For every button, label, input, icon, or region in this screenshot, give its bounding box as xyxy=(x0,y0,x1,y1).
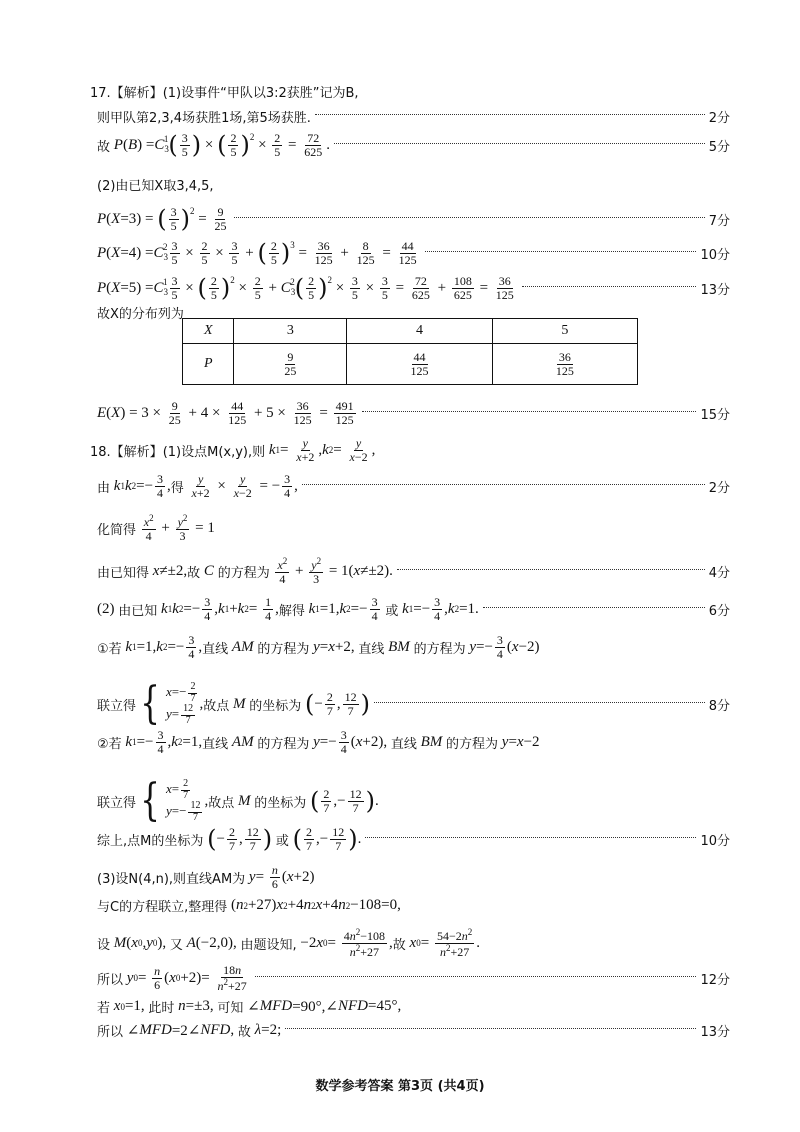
page-footer: 数学参考答案 第3页 (共4页) xyxy=(315,1079,485,1094)
union2-system: { x= $\frac{2}{7}$ y=− $\frac{12}{7}$ , 故点 M 的坐标为 ( $\frac{2}{7}$ ,− $\frac{12}{7}$ ) . xyxy=(140,775,379,826)
combine-text: 与C的方程联立,整理得 xyxy=(97,900,228,915)
angle-statement: 若 x 0 =1, 此时 n =±3, 可知 ∠ MFD =90°,∠ NFD =45°, xyxy=(97,998,402,1016)
union1-system: { x=− $\frac{2}{7}$ y= $\frac{12}{7}$ , 故点 M 的坐标为 ( − $\frac{2}{7}$ , $\frac{12}{7}$ ) xyxy=(140,678,370,729)
score-13: 13分 xyxy=(700,282,730,298)
dot-leader xyxy=(334,143,705,144)
score-7: 7分 xyxy=(708,213,730,229)
q17-line-2 xyxy=(97,107,730,126)
dot-leader xyxy=(302,484,705,485)
table-cell: $\frac{44}{125}$ xyxy=(347,344,492,385)
distribution-table xyxy=(182,318,638,385)
q18-combine xyxy=(97,896,730,915)
dist-text: 故X的分布列为 xyxy=(97,307,184,322)
q18-y0 xyxy=(97,964,730,992)
q17-px3 xyxy=(97,206,730,232)
q17-line2-text: 则甲队第2,3,4场获胜1场,第5场获胜. xyxy=(97,111,311,126)
case1-label: ①若 xyxy=(97,641,122,657)
curve-c-eq: 由已知得 x ≠±2, 故 C 的方程为 $\frac{x^2}{4}$ + $\frac{y^2}{3}$ = 1( x ≠±2). xyxy=(97,556,393,586)
dot-leader xyxy=(425,251,697,252)
expectation-formula: E ( X ) = 3 × $\frac{9}{25}$ + 4 × $\frac{44}{125}$ + 5 × $\frac{36}{125}$ = $\frac{491}{125}$ xyxy=(97,399,354,427)
q18-angle xyxy=(97,997,730,1016)
slope-defs: k 1 = $\frac{y}{x+2}$ , k 2 = $\frac{y}{x-2}$ , xyxy=(268,436,376,464)
q17-part1-lead: (1)设事件“甲队以3:2获胜”记为B, xyxy=(162,86,359,101)
q17-px4 xyxy=(97,240,730,266)
table-header-cell: 4 xyxy=(347,319,492,344)
score-4: 4分 xyxy=(708,565,730,581)
q17-line-3 xyxy=(97,132,730,158)
q18-case1 xyxy=(97,634,730,660)
score-2: 2分 xyxy=(708,111,730,126)
q18-part1-lead: (1)设点M(x,y),则 xyxy=(162,444,266,460)
q18-union-2 xyxy=(97,775,730,826)
case2-label: ②若 xyxy=(97,736,122,752)
q17-part2-lead: (2)由已知X取3,4,5, xyxy=(97,179,214,194)
score-15: 15分 xyxy=(700,407,730,423)
px3-formula: P ( X =3) = ( $\frac{3}{5}$ ) $^2$ = $\frac{9}{25}$ xyxy=(97,205,227,234)
q18-line-3 xyxy=(97,514,730,542)
case2-lines: k 1 =− $\frac{3}{4}$ , k 2 =1, 直线 AM 的方程为 y =− $\frac{3}{4}$ ( x +2), 直线 BM 的方程为 y = x −2 xyxy=(125,728,540,756)
score-10: 10分 xyxy=(700,833,730,849)
slope-product: 由 k 1 k 2 =− $\frac{3}{4}$ , 得 $\frac{y}{x+2}$ × $\frac{y}{x-2}$ = − $\frac{3}{4}$ , xyxy=(97,472,298,500)
q18-line-5 xyxy=(97,596,730,622)
dot-leader xyxy=(234,217,704,218)
x0-formula: 设 M ( x 0 , y 0 ), 又 A (−2,0), 由题设知, −2 x 0 = $\frac{4n^2-108}{n^2+27}$ , 故 x 0 = $\frac{54-2n^2}{n^2+27}$ . xyxy=(97,927,480,959)
part3-lead: (3)设N(4,n),则直线AM为 xyxy=(97,871,246,887)
table-row xyxy=(183,319,638,344)
y0-formula: 所以 y 0 = $\frac{n}{6}$ ( x 0 +2)= $\frac{18n}{n^2+27}$ xyxy=(97,963,247,993)
dot-leader xyxy=(397,569,705,570)
case1-lines: k 1 =1, k 2 =− $\frac{3}{4}$ , 直线 AM 的方程为 y = x +2, 直线 BM 的方程为 y =− $\frac{3}{4}$ ( x −2) xyxy=(125,633,540,661)
score-10: 10分 xyxy=(700,247,730,263)
dot-leader xyxy=(374,702,705,703)
conclusion-statement: 所以 ∠ MFD =2∠ NFD , 故 λ =2; xyxy=(97,1022,282,1040)
table-cell: $\frac{36}{125}$ xyxy=(492,344,637,385)
table-row xyxy=(183,344,638,385)
dot-leader xyxy=(522,286,697,287)
slope-solve: (2) 由已知 k 1 k 2 =− $\frac{3}{4}$ , k 1 + k 2 = $\frac{1}{4}$ , 解得 k 1 =1, k 2 =− $\frac{3}{4}$ 或 k 1 =− $\frac{3}{4}$ , k 2 =1. xyxy=(97,595,479,623)
line-am: y = $\frac{n}{6}$ ( x +2) xyxy=(248,863,315,891)
q18-case2 xyxy=(97,729,730,755)
score-12: 12分 xyxy=(700,972,730,988)
score-8: 8分 xyxy=(708,698,730,714)
union-label: 联立得 xyxy=(97,795,137,811)
dot-leader xyxy=(255,976,697,977)
table-header-cell: X xyxy=(183,319,234,344)
q18-tag: 18.【解析】 xyxy=(90,444,163,460)
q17-line-4 xyxy=(97,175,730,194)
q17-tag: 17.【解析】 xyxy=(90,86,163,101)
q18-part3 xyxy=(97,864,730,890)
dot-leader xyxy=(315,114,705,115)
summary-points: ( − $\frac{2}{7}$ , $\frac{12}{7}$ ) 或 ( $\frac{2}{7}$ ,− $\frac{12}{7}$ ) . xyxy=(207,825,362,854)
ellipse-eq: $\frac{x^2}{4}$ + $\frac{y^2}{3}$ = 1 xyxy=(143,513,215,543)
score-6: 6分 xyxy=(708,603,730,619)
q18-summary xyxy=(97,826,730,852)
union-label: 联立得 xyxy=(97,698,137,714)
q18-conclusion xyxy=(97,1021,730,1040)
table-cell: $\frac{9}{25}$ xyxy=(234,344,347,385)
q18-union-1 xyxy=(97,678,730,729)
quadratic-eq: ( n 2 +27) x 2 +4 n 2 x +4 n 2 −108=0, xyxy=(227,897,401,913)
table-cell: P xyxy=(183,344,234,385)
q17-pb-formula: 故 P ( B ) = C $_3$ $^1$ ( $\frac{3}{5}$ ) × ( $\frac{2}{5}$ ) $^2$ × $\frac{2}{5}$ = $\frac{72}{625}$ . xyxy=(97,131,330,160)
dot-leader xyxy=(285,1028,696,1029)
table-header-cell: 3 xyxy=(234,319,347,344)
dot-leader xyxy=(365,837,696,838)
score-13: 13分 xyxy=(700,1025,730,1040)
dot-leader xyxy=(483,607,705,608)
score-2: 2分 xyxy=(708,480,730,496)
q18-x0 xyxy=(97,928,730,958)
simplify-text: 化简得 xyxy=(97,522,137,538)
q18-line-1 xyxy=(90,437,730,463)
q18-line-4 xyxy=(97,557,730,585)
px5-formula: P ( X =5) = C $_3$ $^1$ $\frac{3}{5}$ × ( $\frac{2}{5}$ ) $^2$ × $\frac{2}{5}$ + C $_3$ $^2$ ( $\frac{2}{5}$ ) $^2$ × $\frac{3}{5}$ × $\frac{3}{5}$ = $\frac{72}{625}$ + $\frac{108}{625}$ = $\frac{36}{125}$ xyxy=(97,274,514,303)
table-header-cell: 5 xyxy=(492,319,637,344)
summary-text: 综上,点M的坐标为 xyxy=(97,833,204,849)
q17-px5 xyxy=(97,275,730,301)
q17-expectation xyxy=(97,400,730,426)
dot-leader xyxy=(362,411,697,412)
px4-formula: P ( X =4) = C $_3$ $^2$ $\frac{3}{5}$ × $\frac{2}{5}$ × $\frac{3}{5}$ + ( $\frac{2}{5}$ ) $^3$ = $\frac{36}{125}$ + $\frac{8}{125}$ = $\frac{44}{125}$ xyxy=(97,239,417,268)
q17-line-1 xyxy=(90,82,730,101)
q18-line-2 xyxy=(97,473,730,499)
score-5: 5分 xyxy=(708,139,730,155)
